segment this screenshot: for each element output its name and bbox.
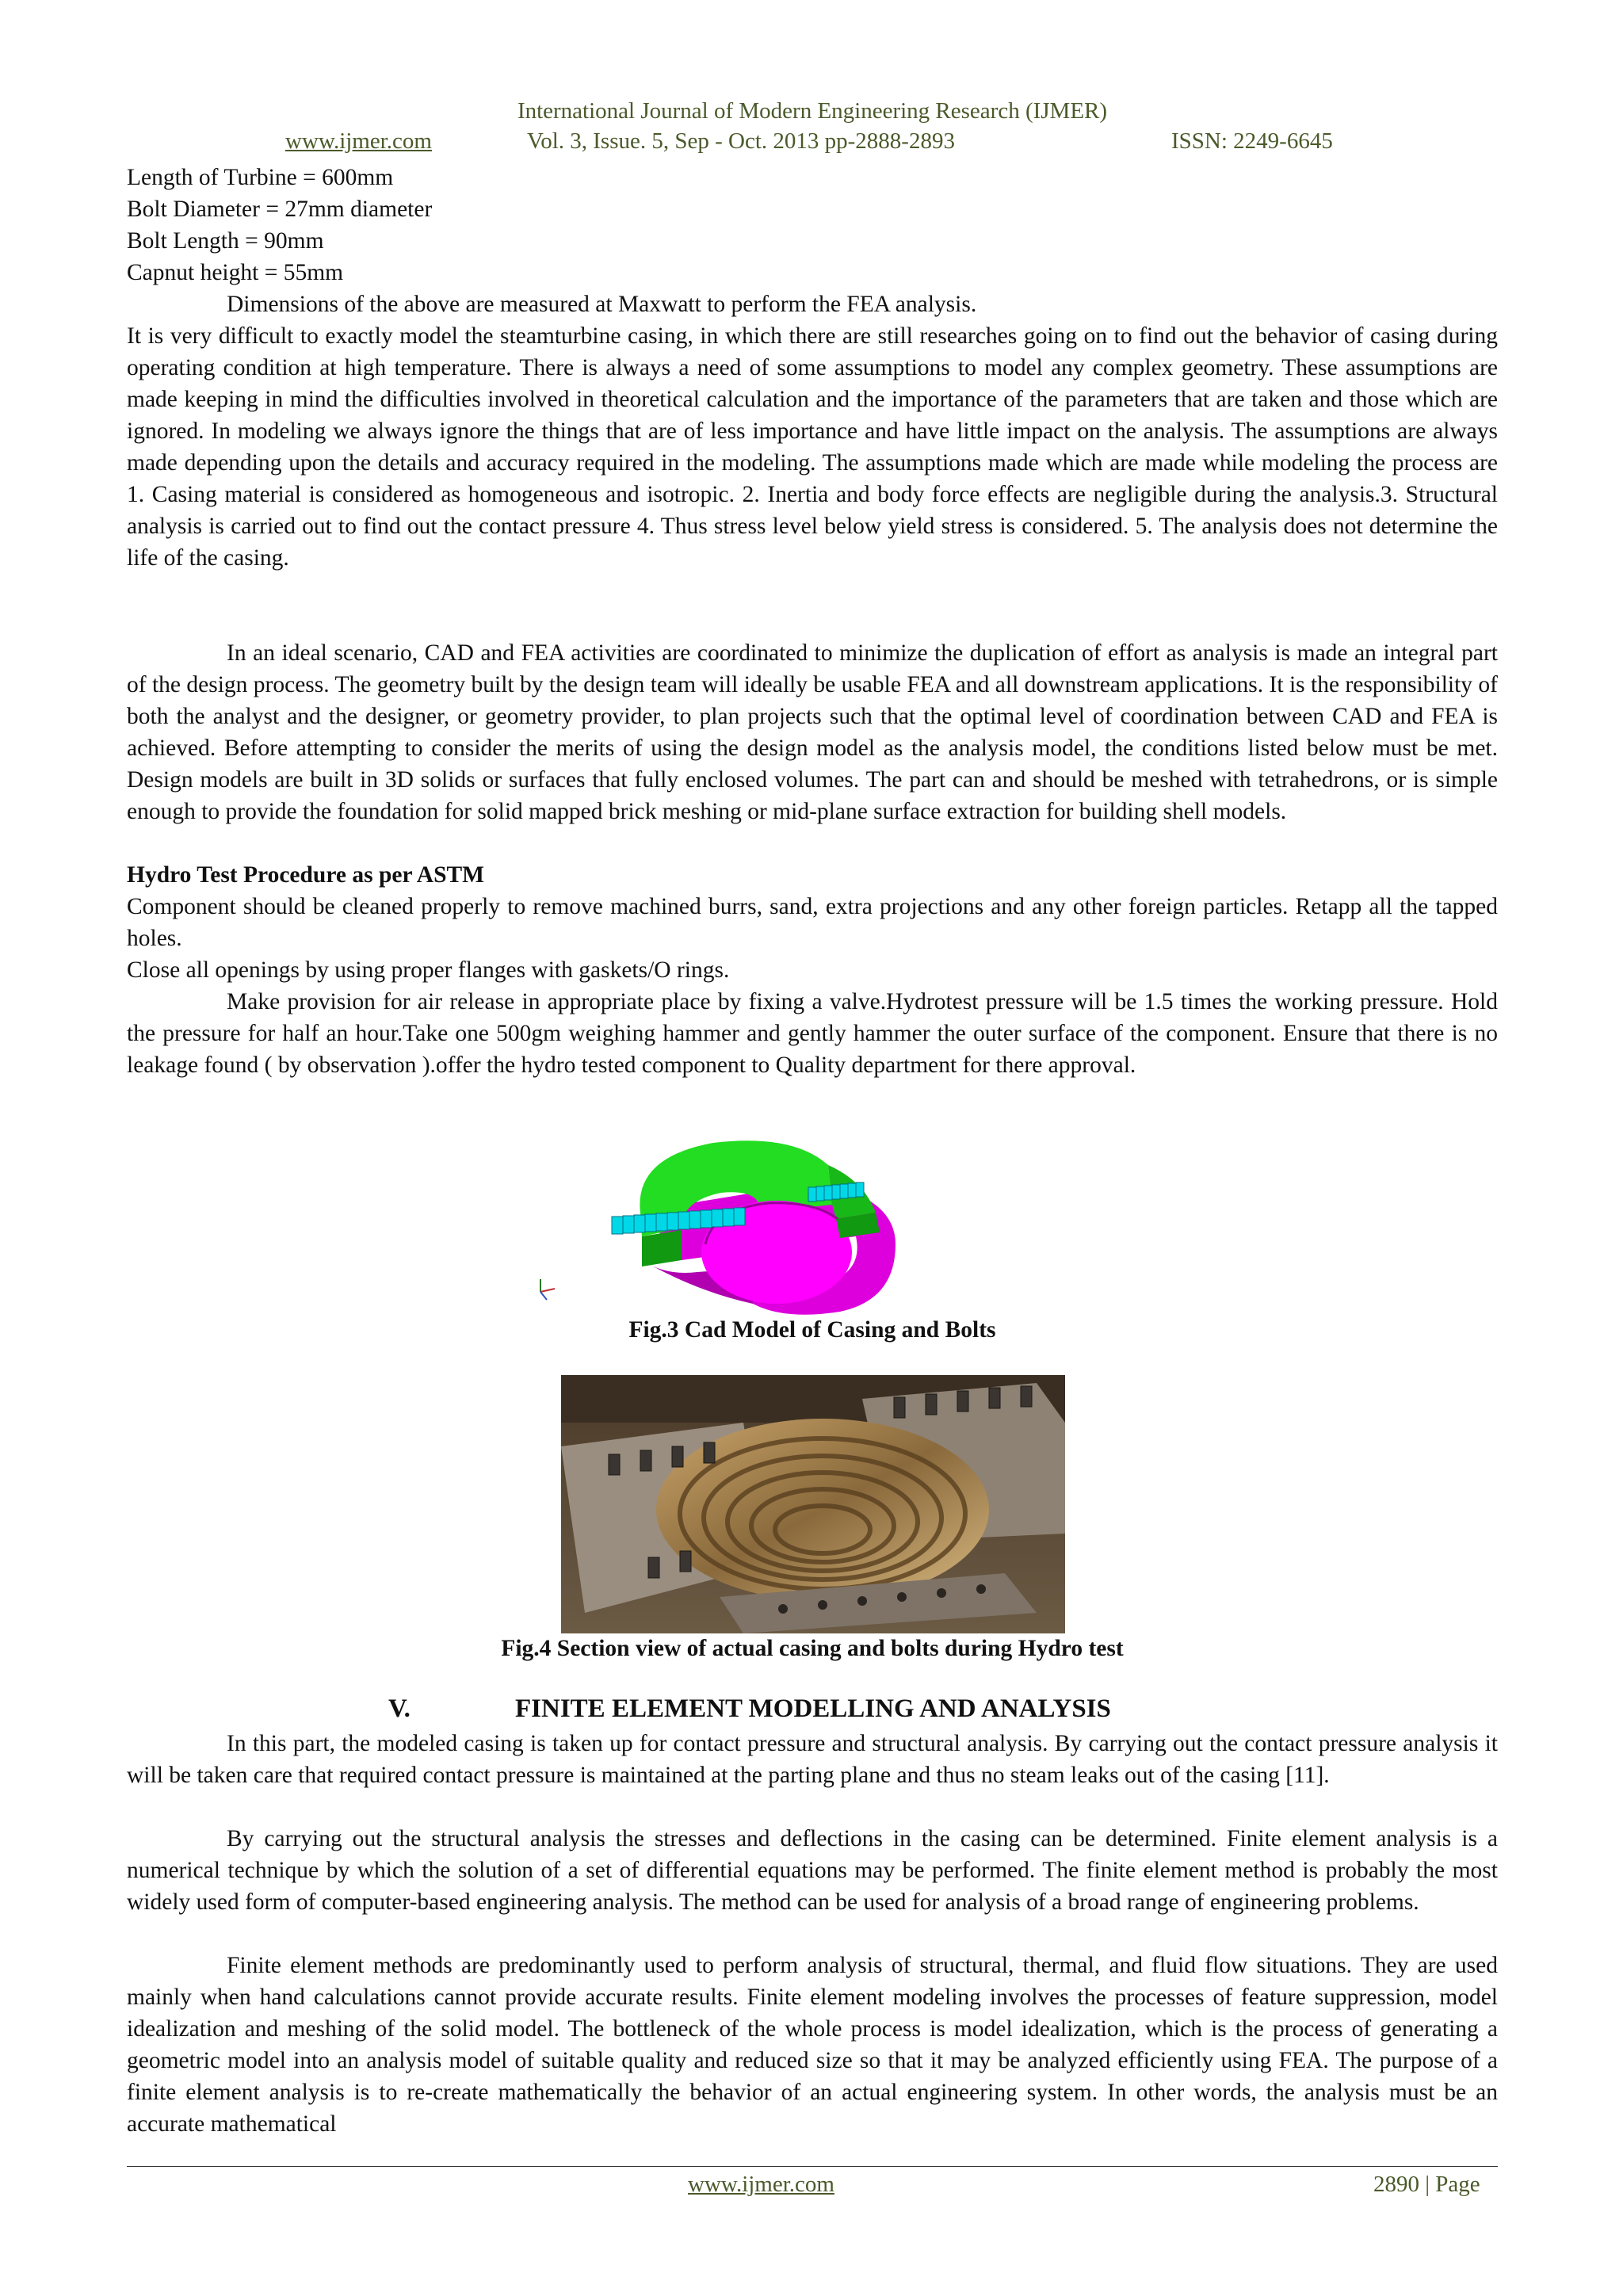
header-url-link[interactable]: www.ijmer.com <box>285 128 432 154</box>
fig3-cad-model-image <box>523 1133 935 1324</box>
hydro-paragraph-procedure: Make provision for air release in appropriate place by fixing a valve.Hydrotest pressure will be 1.5 times the working pressure. Hold the pressure for half an hour.Take one 500gm weighing hammer and gently hammer the outer surface of the component. Ensure that there is no leakage found ( by observation ).offer the hydro tested component to Quality department for there approval. <box>127 989 1498 1078</box>
section-paragraph-structural: By carrying out the structural analysis the stresses and deflections in the casing can be determined. Finite element analysis is a numerical technique by which the solution of a set of differential equations may be performed. The finite element method is probably the most widely used form of computer-based engineering analysis. The method can be used for analysis of a broad range of engineering problems. <box>127 1826 1498 1915</box>
paragraph-dimensions: Dimensions of the above are measured at Maxwatt to perform the FEA analysis. <box>227 292 977 317</box>
fig4-caption: Fig.4 Section view of actual casing and bolts during Hydro test <box>501 1636 1124 1661</box>
section-paragraph-contact-pressure: In this part, the modeled casing is taken up for contact pressure and structural analysis. By carrying out the contact pressure analysis it will be taken care that required contact pressure is maintained at the parting plane and thus no steam leaks out of the casing [11]. <box>127 1731 1498 1788</box>
header-issn: ISSN: 2249-6645 <box>1171 128 1333 154</box>
footer-url-link[interactable]: www.ijmer.com <box>688 2172 834 2197</box>
axis-triad-icon <box>540 1279 555 1300</box>
spec-turbine-length: Length of Turbine = 600mm <box>127 165 394 190</box>
spec-bolt-length: Bolt Length = 90mm <box>127 228 324 254</box>
header-meta <box>127 128 1498 157</box>
paragraph-assumptions: It is very difficult to exactly model the steamturbine casing, in which there are still researches going on to find out the behavior of casing during operating condition at high temperature. There is always a need of some assumptions to model any complex geometry. These assumptions are made keeping in mind the difficulties involved in theoretical calculation and the importance of the parameters that are taken and those which are ignored. In modeling we always ignore the things that are of less importance and have little impact on the analysis. The assumptions are always made depending upon the details and accuracy required in the modeling. The assumptions made which are made while modeling the process are 1. Casing material is considered as homogeneous and isotropic. 2. Inertia and body force effects are negligible during the analysis.3. Structural analysis is carried out to find out the contact pressure 4. Thus stress level below yield stress is considered. 5. The analysis does not determine the life of the casing. <box>127 323 1498 571</box>
section-paragraph-finite-element: Finite element methods are predominantly used to perform analysis of structural, thermal, and fluid flow situations. They are used mainly when hand calculations cannot provide accurate results. Finite element modeling involves the processes of feature suppression, model idealization and meshing of the solid model. The bottleneck of the whole process is model idealization, which is the process of generating a geometric model into an analysis model of suitable quality and reduced size so that it may be analyzed efficiently using FEA. The purpose of a finite element analysis is to re-create mathematically the behavior of an actual engineering system. In other words, the analysis must be an accurate mathematical <box>127 1953 1498 2137</box>
section-number: V. <box>388 1694 411 1723</box>
hydro-test-heading: Hydro Test Procedure as per ASTM <box>127 862 484 888</box>
hydro-paragraph-openings: Close all openings by using proper flanges with gaskets/O rings. <box>127 957 730 983</box>
spec-bolt-diameter: Bolt Diameter = 27mm diameter <box>127 197 433 222</box>
section-title: FINITE ELEMENT MODELLING AND ANALYSIS <box>515 1694 1111 1723</box>
paragraph-cad-fea: In an ideal scenario, CAD and FEA activities are coordinated to minimize the duplication of effort as analysis is made an integral part of the design process. The geometry built by the design team will ideally be usable FEA and all downstream applications. It is the responsibility of both the analyst and the designer, or geometry provider, to plan projects such that the optimal level of coordination between CAD and FEA is achieved. Before attempting to consider the merits of using the design model as the analysis model, the conditions listed below must be met. Design models are built in 3D solids or surfaces that fully enclosed volumes. The part can and should be meshed with tetrahedrons, or is simple enough to provide the foundation for solid mapped brick meshing or mid-plane surface extraction for building shell models. <box>127 640 1498 824</box>
spec-capnut-height: Capnut height = 55mm <box>127 260 344 285</box>
footer-url <box>688 2172 834 2198</box>
header-volume: Vol. 3, Issue. 5, Sep - Oct. 2013 pp-2888-2893 <box>527 128 955 154</box>
fig3-caption: Fig.3 Cad Model of Casing and Bolts <box>628 1317 996 1343</box>
hydro-paragraph-cleaning: Component should be cleaned properly to remove machined burrs, sand, extra projections and any other foreign particles. Retapp all the tapped holes. <box>127 894 1498 951</box>
fig4-casing-photo <box>561 1375 1065 1633</box>
journal-title: International Journal of Modern Engineering Research (IJMER) <box>517 98 1108 124</box>
footer-rule <box>127 2166 1498 2167</box>
footer-page-number: 2890 | Page <box>1373 2172 1480 2197</box>
